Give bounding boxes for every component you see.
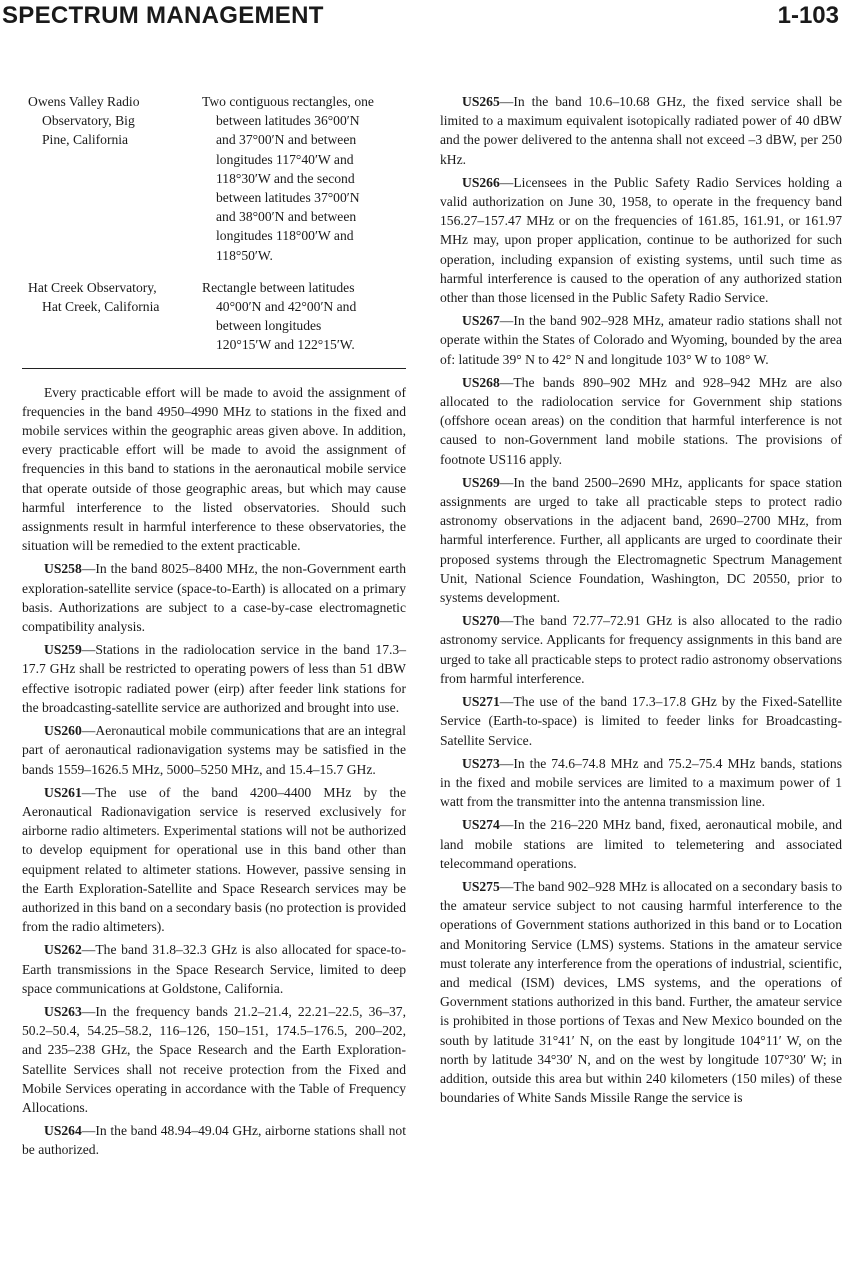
footnote-id: US264 [44, 1123, 82, 1139]
footnote-id: US262 [44, 942, 82, 958]
footnote-id: US275 [462, 878, 500, 894]
table-row [28, 278, 412, 368]
footnote-paragraph [440, 815, 842, 873]
table-row [28, 92, 412, 278]
footnote-text: —The use of the band 4200–4400 MHz by the Aeronautical Radionavigation service is reserved exclusively for airborne radio altimeters. Experimental stations will not be authorized to develop equipment for operational use in this band other than equipment related to altimeter stations. However, passive sensing in the Earth Exploration-Satellite and Space Research services may be authorized in this band on a secondary basis (no protection is provided from the radio altimeters). [22, 784, 406, 935]
intro-paragraph: Every practicable effort will be made to avoid the assignment of frequencies in the band 4950–4990 MHz to stations in the fixed and mobile services within the geographic areas given above. In addition, every practicable effort will be made to avoid the assignment of frequencies in this band to stations in the aeronautical mobile service that operate outside of those geographic areas, but which may cause harmful interference to the listed observatories. Should such assignments result in harmful interference to these observatories, the situation will be remedied to the extent practicable. [22, 384, 406, 554]
footnote-paragraph [440, 611, 842, 688]
footnote-paragraph [440, 877, 842, 1107]
footnote-id: US265 [462, 94, 500, 109]
footnote-paragraph [440, 92, 842, 169]
footnote-id: US260 [44, 723, 82, 739]
footnote-text: —In the 216–220 MHz band, fixed, aeronautical mobile, and land mobile stations are limited to telemetering and associated telecommand operations. [440, 817, 842, 871]
footnote-id: US270 [462, 613, 500, 629]
footnote-text: —In the 74.6–74.8 MHz and 75.2–75.4 MHz bands, stations in the fixed and mobile services are limited to a maximum power of 1 watt from the transmitter into the antenna transmission line. [440, 755, 842, 810]
observatory-table [28, 92, 412, 368]
footnote-paragraph [440, 173, 842, 307]
footnote-text: —The use of the band 17.3–17.8 GHz by the Fixed-Satellite Service (Earth-to-space) is limited to feeder links for Broadcasting-Satellite Service. [440, 694, 842, 748]
footnote-paragraph [22, 940, 406, 998]
footnote-text: —The bands 890–902 MHz and 928–942 MHz are also allocated to the radiolocation service for Government ship stations (offshore ocean areas) on the condition that harmful interference is not caused to non-Government land mobile stations. The provisions of footnote US116 apply. [440, 374, 842, 467]
footnote-text: —In the band 2500–2690 MHz, applicants for space station assignments are urged to take all practicable steps to protect radio astronomy observations in the adjacent band, 2690–2700 MHz, from harmful interference. Further, all applicants are urged to coordinate their proposed systems through the Electromagnetic Spectrum Management Unit, National Science Foundation, Washington, DC 20550, prior to systems development. [440, 474, 842, 606]
footnote-paragraph [440, 473, 842, 607]
footnote-id: US261 [44, 784, 82, 800]
footnote-paragraph [440, 311, 842, 369]
observatory-area: Rectangle between latitudes 40°00′N and 42°00′N and between longitudes 120°15′W and 122°15′W. [202, 279, 357, 353]
footnote-text: —The band 72.77–72.91 GHz is also allocated to the radio astronomy service. Applicants for frequency assignments in this band are urged to take all practicable steps to protect radio astronomy observations from harmful interference. [440, 613, 842, 686]
footnote-text: —The band 902–928 MHz is allocated on a secondary basis to the amateur service subject to not causing harmful interference to the operations of Government stations authorized in this band or to Location and Monitoring Service (LMS) systems. Stations in the amateur service must tolerate any interference from the operations of industrial, scientific, and medical (ISM) devices, LMS systems, and the operations of Government stations authorized in this band. Further, the amateur service is prohibited in those portions of Texas and New Mexico bounded on the south by latitude 31°41′ N, on the east by longitude 104°11′ W, on the north by latitude 34°30′ N, and on the west by longitude 107°30′ W; in addition, outside this area but within 240 kilometers (150 miles) of these boundaries of White Sands Missile Range the service is [440, 878, 842, 1106]
footnote-text: —The band 31.8–32.3 GHz is also allocated for space-to-Earth transmissions in the Space Research Service, limited to deep space communications at Goldstone, California. [22, 942, 406, 996]
footnote-paragraph [440, 754, 842, 812]
section-divider [22, 368, 406, 369]
footnote-text: —In the band 10.6–10.68 GHz, the fixed service shall be limited to a maximum equivalent isotopically radiated power of 40 dBW and the power delivered to the antenna shall not exceed –3 dBW, per 250 kHz. [440, 94, 842, 167]
footnote-id: US263 [44, 1003, 82, 1019]
footnote-paragraph [22, 640, 406, 717]
footnote-text: —In the band 902–928 MHz, amateur radio stations shall not operate within the States of Colorado and Wyoming, bounded by the area of: latitude 39° N to 42° N and longitude 103° W to 108° W. [440, 313, 842, 367]
footnote-text: —In the frequency bands 21.2–21.4, 22.21–22.5, 36–37, 50.2–50.4, 54.25–58.2, 116–126, 150–151, 174.5–176.5, 200–202, and 235–238 GHz, the Space Research and the Earth Exploration-Satellite Services shall not receive protection from the Fixed and Mobile Services operating in accordance with the Table of Frequency Allocations. [22, 1003, 406, 1115]
footnote-id: US274 [462, 817, 500, 833]
footnote-paragraph [22, 559, 406, 636]
footnote-text: —In the band 8025–8400 MHz, the non-Government earth exploration-satellite service (space-to-Earth) is allocated on a primary basis. Authorizations are subject to a case-by-case electromagnetic compatibility analysis. [22, 561, 406, 635]
page-title: SPECTRUM MANAGEMENT [2, 2, 324, 29]
footnote-paragraph [22, 1002, 406, 1117]
page-number: 1-103 [777, 2, 839, 29]
observatory-name: Owens Valley Radio Observatory, Big Pine, California [28, 94, 140, 148]
footnote-paragraph [22, 783, 406, 937]
footnote-paragraph [22, 721, 406, 779]
footnote-id: US266 [462, 174, 500, 190]
footnote-id: US271 [462, 694, 500, 710]
footnote-text: —Aeronautical mobile communications that are an integral part of aeronautical radionavigation systems may be satisfied in the bands 1559–1626.5 MHz, 5000–5250 MHz, and 15.4–15.7 GHz. [22, 723, 406, 777]
footnote-text: —Licensees in the Public Safety Radio Services holding a valid authorization on June 30, 1958, to operate in the frequency band 156.27–157.47 MHz or on the frequencies of 161.85, 161.91, or 161.97 MHz may, upon proper application, continue to be authorized for such operation, including expansion of existing systems, until such time as harmful interference is caused to the operation of any authorized station other than those licensed in the Public Safety Radio Service. [440, 174, 842, 306]
footnote-paragraph [440, 373, 842, 469]
footnote-id: US269 [462, 474, 500, 490]
footnote-paragraph [440, 692, 842, 750]
observatory-area: Two contiguous rectangles, one between latitudes 36°00′N and 37°00′N and between longitudes 117°40′W and 118°30′W and the second between latitudes 37°00′N and 38°00′N and between longitudes 118°00′W and 118°50′W. [202, 94, 374, 263]
footnote-text: —Stations in the radiolocation service in the band 17.3–17.7 GHz shall be restricted to operating powers of less than 51 dBW effective isotropic radiated power (eirp) after feeder link stations for the broadcasting-satellite service are authorized and brought into use. [22, 642, 406, 715]
footnote-paragraph [22, 1121, 406, 1159]
observatory-name: Hat Creek Observatory, Hat Creek, California [28, 279, 160, 315]
footnote-id: US267 [462, 313, 500, 329]
left-column [22, 92, 406, 1164]
page-header [0, 0, 847, 34]
footnote-id: US258 [44, 561, 82, 577]
right-column [440, 92, 842, 1111]
footnote-id: US259 [44, 642, 82, 658]
footnote-id: US268 [462, 374, 500, 390]
footnote-text: —In the band 48.94–49.04 GHz, airborne stations shall not be authorized. [22, 1123, 406, 1158]
footnote-id: US273 [462, 755, 500, 771]
